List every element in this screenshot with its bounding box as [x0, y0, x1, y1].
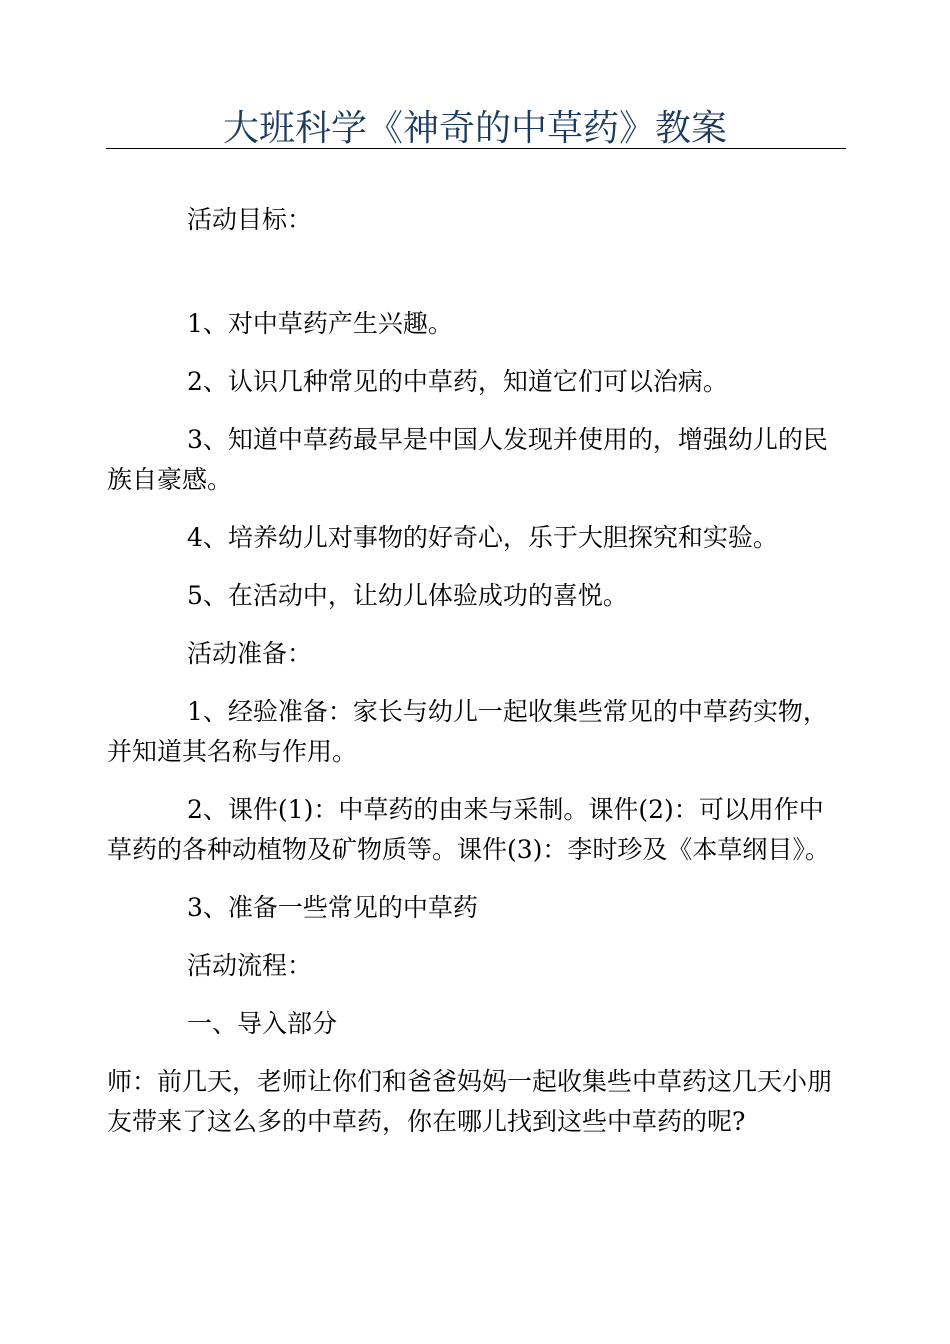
goal-item: 5、在活动中，让幼儿体验成功的喜悦。 — [187, 581, 628, 610]
preparation-item: 3、准备一些常见的中草药 — [187, 893, 478, 922]
document-body — [107, 200, 847, 1142]
process-subheading: 一、导入部分 — [187, 1009, 338, 1038]
preparation-item: 2、课件(1)：中草药的由来与采制。课件(2)：可以用作中草药的各种动植物及矿物质等。课件(3)：李时珍及《本草纲目》。 — [107, 795, 830, 864]
section-heading-preparation: 活动准备： — [187, 639, 313, 668]
teacher-dialogue: 师：前几天，老师让你们和爸爸妈妈一起收集些中草药这几天小朋友带来了这么多的中草药，你在哪儿找到这些中草药的呢? — [107, 1067, 833, 1136]
title-underline — [106, 148, 846, 149]
section-heading-process: 活动流程： — [187, 951, 313, 980]
goal-item: 1、对中草药产生兴趣。 — [187, 309, 453, 338]
goal-item: 4、培养幼儿对事物的好奇心，乐于大胆探究和实验。 — [187, 523, 778, 552]
section-heading-goals: 活动目标： — [187, 205, 313, 234]
goal-item: 3、知道中草药最早是中国人发现并使用的，增强幼儿的民族自豪感。 — [107, 425, 828, 494]
preparation-item: 1、经验准备：家长与幼儿一起收集些常见的中草药实物，并知道其名称与作用。 — [107, 697, 828, 766]
goal-item: 2、认识几种常见的中草药，知道它们可以治病。 — [187, 367, 728, 396]
document-title: 大班科学《神奇的中草药》教案 — [222, 108, 727, 149]
